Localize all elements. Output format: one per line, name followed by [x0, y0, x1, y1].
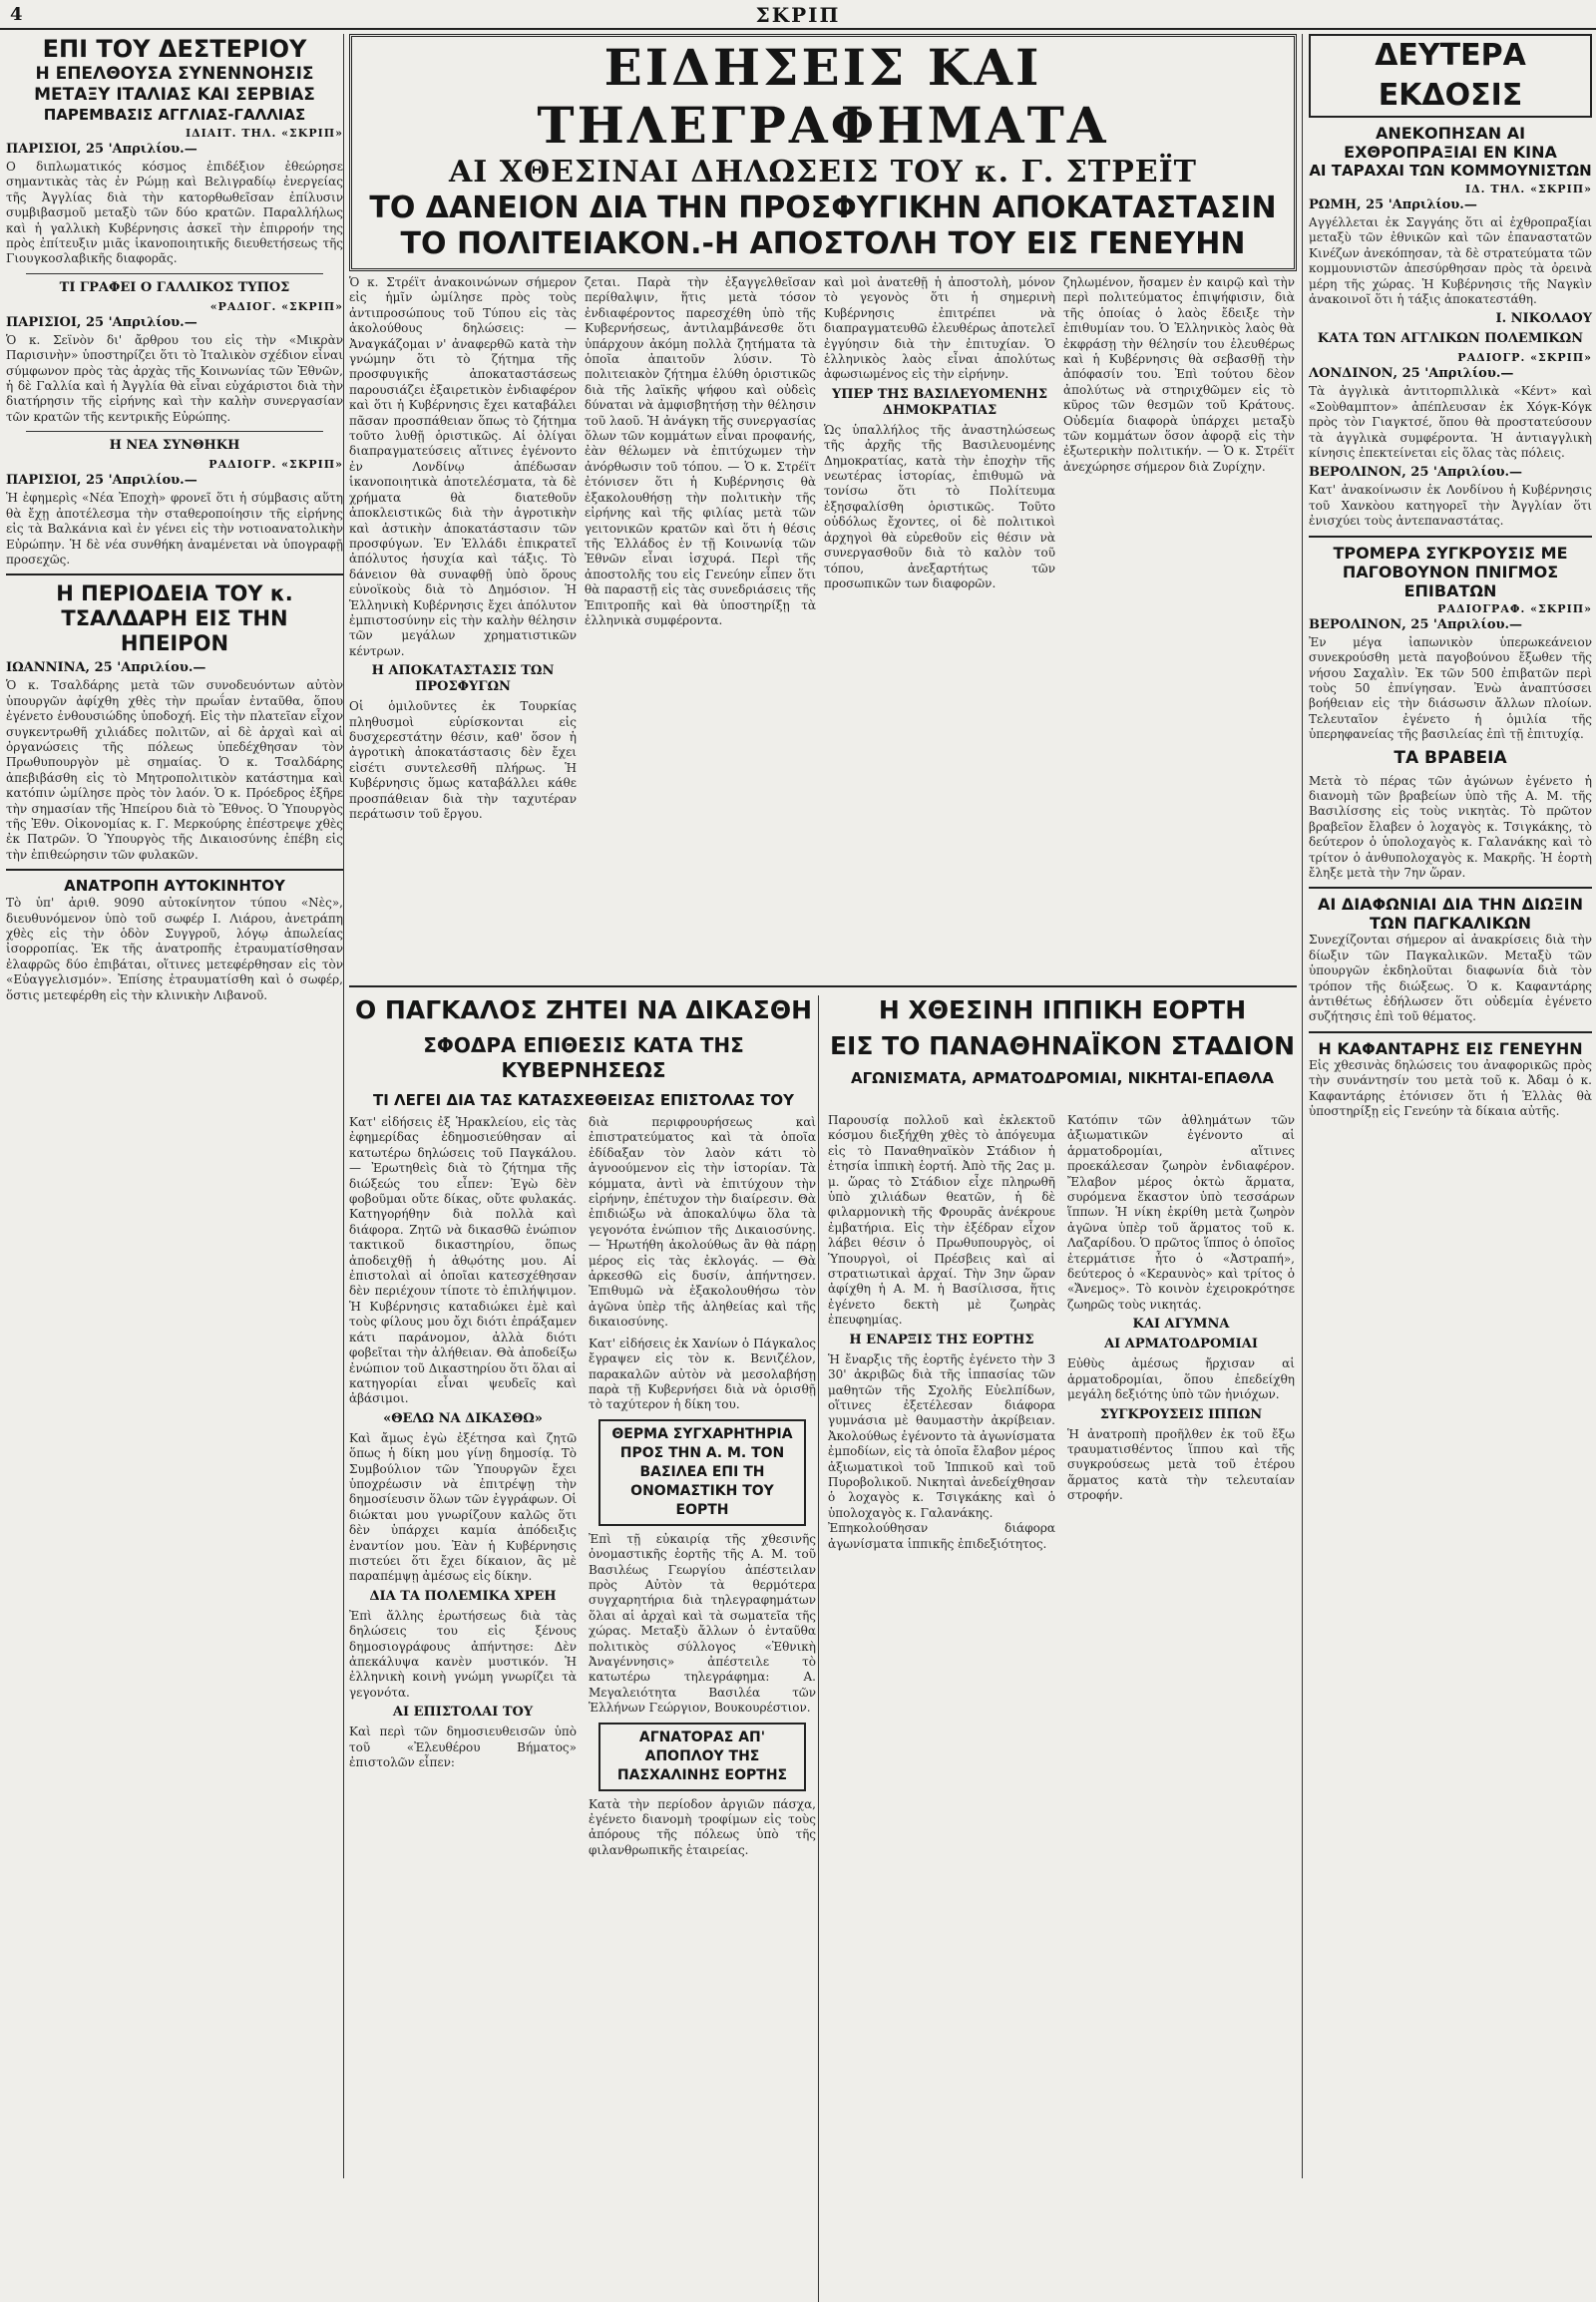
strait-text-a2: Οἱ ὁμιλοῦντες ἐκ Τουρκίας πληθυσμοὶ εὑρίσκονται εἰς δυσχερεστάτην θέσιν, καθ' ὅσον ἡ ἀγροτικὴ ἀποκατάστασις δὲν ἔχει εἰσέτι συντελεσθῆ πλήρως. Ἡ Κυβέρνησις ὅμως καταβάλλει κάθε προσπάθειαν διὰ τὴν ταχυτέραν περάτωσιν τοῦ ἔργου.	[349, 699, 581, 821]
left-text-4: Ὁ κ. Τσαλδάρης μετὰ τῶν συνοδευόντων αὐτὸν ὑπουργῶν ἀφίχθη χθὲς τὴν πρωΐαν ἐνταῦθα, ὅπου ἐγένετο ἐνθουσιώδης ὑποδοχή. Εἰς τὴν πλατεῖαν εἶχον συγκεντρωθῆ χιλιάδες πολιτῶν, αἱ δὲ ἀρχαὶ καὶ αἱ ὀργανώσεις τῆς πόλεως ὑπεδέχθησαν τὸν Πρωθυπουργὸν μὲ σημαίας. Ὁ κ. Τσαλδάρης ἀπεβιβάσθη εἰς τὸ Μητροπολιτικὸν κατάστημα καὶ κατόπιν ὡμίλησε πρὸς τὸν λαόν. Ὁ κ. Πρόεδρος ἐξῆρε τὴν σημασίαν τῆς Ἠπείρου διὰ τὸ Ἔθνος. Ὁ Ὑπουργὸς τῆς Ἐθν. Οἰκονομίας κ. Γ. Μερκούρης ἐπέστρεψε χθὲς ἐκ Πατρῶν. Ὁ Ὑπουργὸς τῆς Δικαιοσύνης ἐπέβη εἰς τὴν ἐπιθεώρησιν τῶν φυλακῶν.	[6, 678, 347, 862]
panagalos-col-right	[589, 1115, 820, 2302]
strait-text-d: ζηλωμένον, ἤσαμεν ἐν καιρῷ καὶ τὴν περὶ πολιτεύματος ἐπιψήφισιν, διὰ τῆς ὁποίας ὁ λαὸς ἔδειξε τὴν ἐπιθυμίαν του. Ὁ Ἑλληνικὸς λαὸς θὰ ἐκφράσῃ τὴν θέλησίν του ἐλευθέρως καὶ ἡ Κυβέρνησις θὰ σεβασθῇ τὴν ἀπόφασίν του. Ἐπὶ τούτου δὲον ἀπολύτως νὰ στηριχθῶμεν εἰς τὸ κῦρος τῶν θεσμῶν τοῦ Κράτους. Οὐδεμία διαφορὰ ὑπάρχει μεταξὺ τῶν κομμάτων ὅσον ἀφορᾷ εἰς τὴν ἐξωτερικὴν πολιτικήν. — Ὁ κ. Στρέϊτ ἀνεχώρησε σήμερον διὰ Ζυρίχην.	[1063, 275, 1299, 474]
left-sub-1: ΤΙ ΓΡΑΦΕΙ Ο ΓΑΛΛΙΚΟΣ ΤΥΠΟΣ	[59, 279, 290, 295]
main-title: ΕΙΔΗΣΕΙΣ ΚΑΙ ΤΗΛΕΓΡΑΦΗΜΑΤΑ	[537, 38, 1109, 155]
strait-text-b: ζεται. Παρὰ τὴν ἐξαγγελθεῖσαν περίθαλψιν, ἥτις μετὰ τόσον ἐνδιαφέροντος παρεσχέθη ὑπὸ τῆς Κυβερνήσεως, ἀντιλαμβάνεσθε ὅτι ὑπάρχουν ἀκόμη πολλὰ ζητήματα τὰ ὁποῖα ἀπαιτοῦν λύσιν. Τὸ πολιτειακὸν ζήτημα ἐλύθη ὁριστικῶς διὰ τῆς λαϊκῆς ψήφου καὶ οὐδεὶς δύναται νὰ ἀμφισβητήσῃ τὴν θέλησιν τοῦ λαοῦ. Ἡ ἀνάγκη τῆς συνεργασίας ὅλων τῶν κομμάτων εἶναι προφανής, ἐὰν θέλωμεν νὰ ἐπιτύχωμεν τὴν ἀνόρθωσιν τοῦ τόπου. — Ὁ κ. Στρέϊτ ἐτόνισεν ὅτι ἡ Κυβέρνησις θὰ ἐξακολουθήσῃ τὴν πολιτικὴν τῆς εἰρήνης καὶ τῆς φιλίας μετὰ τῶν γειτονικῶν κρατῶν καὶ ὅτι ἡ θέσις τῆς Ἑλλάδος ἐν τῇ Κοινωνίᾳ τῶν Ἐθνῶν εἶναι ἰσχυρά. Περὶ τῆς ἀποστολῆς του εἰς Γενεύην εἶπεν ὅτι θὰ παραστῇ εἰς τὰς συνεδριάσεις τῆς Ἐπιτροπῆς καὶ θὰ ὑποστηρίξῃ τὰ ἑλληνικὰ συμφέροντα.	[585, 275, 820, 627]
hippic-text-l2: Ἡ ἔναρξις τῆς ἑορτῆς ἐγένετο τὴν 3 30' ἀκριβῶς διὰ τῆς ἱππασίας τῶν μαθητῶν τῆς Σχολῆς Εὐελπίδων, οἵτινες ἐξετέλεσαν διάφορα γυμνάσια μὲ θαυμαστὴν ἀκρίβειαν. Ἀκολούθως ἐγένοντο τὰ ἀγωνίσματα ἐμποδίων, εἰς τὰ ὁποῖα ἔλαβον μέρος ἀξιωματικοὶ τοῦ Ἱππικοῦ καὶ τοῦ Πυροβολικοῦ. Νικηταὶ ἀνεδείχθησαν ὁ λοχαγὸς κ. Τσιγκάκης καὶ ὁ ὑπολοχαγὸς κ. Γαλανάκης.	[828, 1351, 1059, 1520]
right-place-1: ΡΩΜΗ, 25 'Απριλίου.—	[1309, 197, 1477, 212]
right-headline-1: ΔΕΥΤΕΡΑ ΕΚΔΟΣΙΣ	[1309, 34, 1592, 118]
strait-text-c2: Ὡς ὑπαλλήλος τῆς ἀναστηλώσεως τῆς ἀρχῆς τῆς Βασιλευομένης Δημοκρατίας, κατὰ τὴν ἐποχὴν τῆς νεωτέρας ἱστορίας, ἐπιθυμῶ νὰ τονίσω ὅτι τὸ Πολίτευμα ἐξησφαλίσθη ὁριστικῶς. Τοῦτο οὐδόλως ἔχοντες, οἱ δὲ πολιτικοὶ ἀρχηγοὶ θὰ εὐρεθοῦν εἰς θέσιν νὰ συνεργασθοῦν διὰ τὸ καλὸν τοῦ τόπου, ἀνεξαρτήτως τῶν προσωπικῶν των διαφορῶν.	[824, 422, 1059, 590]
main-headline-box	[349, 34, 1297, 271]
strait-article	[349, 275, 1297, 985]
right-text-2: Τὰ ἀγγλικὰ ἀντιτορπιλλικὰ «Κέντ» καὶ «Σοὺθαμπτον» ἀπέπλευσαν ἐκ Χόγκ-Κόγκ πρὸς τὸν Γιαγκτσέ, ὅπου θὰ προστατεύσουν τὰ ἀγγλικὰ συμφέροντα. Ἡ ἀντιαγγλικὴ κίνησις ἐπεκτείνεται εἰς ὅλας τὰς πόλεις.	[1309, 384, 1596, 461]
left-dateline-2: «ΡΑΔΙΟΓ. «ΣΚΡΙΠ»	[209, 299, 343, 313]
right-text-4: Ἐν μέγα ἰαπωνικὸν ὑπερωκεάνειον συνεκρούσθη μετὰ παγοβούνου ἔξωθεν τῆς νήσου Σαχαλὶν. Ἐκ τῶν 500 ἐπιβατῶν περὶ τοὺς 50 ἐπνίγησαν. Ἐνὼ ἀναπτύσσει βοήθειαν εἰς τὴν διάσωσιν ἄλλων πλοίων. Τελευταῖον ἐγένετο ἡ ὁμιλία τῆς ὑπερηφανείας τῆς βασιλείας ἐπὶ τῇ ἐπιτυχίᾳ.	[1309, 634, 1596, 742]
hippic-text-l3: Ἐπηκολούθησαν διάφορα ἀγωνίσματα ἱππικῆς ἐπιδεξιότητος.	[828, 1521, 1059, 1551]
king-box-title: ΘΕΡΜΑ ΣΥΓΧΑΡΗΤΗΡΙΑ ΠΡΟΣ ΤΗΝ Α. Μ. ΤΟΝ ΒΑΣΙΛΕΑ ΕΠΙ ΤΗ ΟΝΟΜΑΣΤΙΚΗ ΤΟΥ ΕΟΡΤΗ	[611, 1425, 793, 1518]
hippic-text-r3: Ἡ ἀνατροπὴ προῆλθεν ἐκ τοῦ ἔξω τραυματισθέντος ἵππου καὶ τῆς συγκρούσεως μετὰ τοῦ ἑτέρου ἅρματος κατὰ τὴν τελευταίαν στροφήν.	[1067, 1426, 1299, 1503]
left-dateline-3: ΡΑΔΙΟΓΡ. «ΣΚΡΙΠ»	[208, 458, 343, 472]
left-text-2: Ὁ κ. Σεϊνὸν δι' ἄρθρου του εἰς τὴν «Μικρὰν Παρισινὴν» ὑποστηρίζει ὅτι τὸ Ἰταλικὸν σχέδιον εἶναι σύμφωνον πρὸς τὰς ἀρχὰς τῆς Κοινωνίας τῶν Ἐθνῶν, ἡ δὲ Γαλλία καὶ ἡ Ἀγγλία θὰ εἶναι εὐχάριστοι διὰ τὴν διατήρησιν τῆς εἰρήνης καὶ τὴν καλὴν συνεργασίαν τῶν κρατῶν τῆς κεντρικῆς Εὐρώπης.	[6, 332, 347, 424]
panagalos-text-l4: Καὶ περὶ τῶν δημοσιευθεισῶν ὑπὸ τοῦ «Ἐλευθέρου Βήματος» ἐπιστολῶν εἶπεν:	[349, 1725, 581, 1770]
right-text-5: Μετὰ τὸ πέρας τῶν ἀγώνων ἐγένετο ἡ διανομὴ τῶν βραβείων ὑπὸ τῆς Α. Μ. τῆς Βασιλίσσης εἰς τοὺς νικητὰς. Τὸ πρῶτον βραβεῖον ἔλαβεν ὁ λοχαγὸς κ. Τσιγκάκης, τὸ δεύτερον ὁ ὑπολοχαγὸς κ. Γαλανάκης καὶ τὸ τρίτον ὁ ἀνθυπολοχαγὸς κ. Μακρῆς. Ἡ ἑορτὴ ἔληξε μετὰ τὴν 7ην ὥραν.	[1309, 773, 1596, 880]
right-place-3: ΒΕΡΟΛΙΝΟΝ, 25 'Απριλίου.—	[1309, 465, 1523, 481]
main-line-4: ΤΟ ΠΟΛΙΤΕΙΑΚΟΝ.-Η ΑΠΟΣΤΟΛΗ ΤΟΥ ΕΙΣ ΓΕΝΕΥΗΝ	[400, 226, 1246, 261]
right-text-7: Εἰς χθεσινὰς δηλώσεις του ἀναφορικῶς πρὸς τὴν συνάντησίν του μετὰ τοῦ κ. Ἀδαμ ὁ κ. Καφαντάρης ἐτόνισεν ὅτι ἡ Ἑλλὰς θὰ ὑποστηρίξῃ εἰς Γενεύην τὰ δίκαια αὐτῆς.	[1309, 1057, 1596, 1119]
right-headline-6: Η ΚΑΦΑΝΤΑΡΗΣ ΕΙΣ ΓΕΝΕΥΗΝ	[1318, 1038, 1583, 1058]
panagalos-sub-l3: ΑΙ ΕΠΙΣΤΟΛΑΙ ΤΟΥ	[392, 1705, 534, 1721]
panagalos-title: Ο ΠΑΓΚΑΛΟΣ ΖΗΤΕΙ ΝΑ ΔΙΚΑΣΘΗ	[354, 995, 813, 1024]
right-text-3: Κατ' ἀνακοίνωσιν ἐκ Λονδίνου ἡ Κυβέρνησις τοῦ Χανκὸου κατηγορεῖ τὴν Ἀγγλίαν ὅτι ἐνισχύει τοὺς ἀντεπαναστάτας.	[1309, 483, 1596, 529]
hippic-title: Η ΧΘΕΣΙΝΗ ΙΠΠΙΚΗ ΕΟΡΤΗ	[878, 995, 1247, 1024]
center-area	[349, 34, 1297, 2302]
left-headline-2: Η ΕΠΕΛΘΟΥΣΑ ΣΥΝΕΝΝΟΗΣΙΣ ΜΕΤΑΞΥ ΙΤΑΛΙΑΣ ΚΑΙ ΣΕΡΒΙΑΣ	[34, 64, 315, 105]
right-headline-4: ΤΡΟΜΕΡΑ ΣΥΓΚΡΟΥΣΙΣ ΜΕ ΠΑΓΟΒΟΥΝΟΝ ΠΝΙΓΜΟΣ ΕΠΙΒΑΤΩΝ	[1333, 543, 1568, 600]
left-column	[6, 34, 347, 2178]
right-column	[1302, 34, 1596, 2178]
right-headline-3: ΑΙ ΤΑΡΑΧΑΙ ΤΩΝ ΚΟΜΜΟΥΝΙΣΤΩΝ	[1309, 162, 1592, 180]
easter-box-title: ΑΓΝΑΤΟΡΑΣ ΑΠ' ΑΠΟΠΛΟΥ ΤΗΣ ΠΑΣΧΑΛΙΝΗΣ ΕΟΡΤΗΣ	[616, 1728, 788, 1783]
left-text-3: Ἡ ἐφημερὶς «Νέα Ἐποχὴ» φρονεῖ ὅτι ἡ σύμβασις αὕτη θὰ ἔχῃ ἀποτέλεσμα τὴν σταθεροποίησιν τῆς εἰρήνης εἰς τὰ Βαλκάνια καὶ ἐν γένει εἰς τὴν νοτιοανατολικὴν Εὐρώπην. Ἡ δὲ νέα συνθήκη ἀναμένεται νὰ ὑπογραφῇ προσεχῶς.	[6, 491, 347, 567]
left-headline-3: ΠΑΡΕΜΒΑΣΙΣ ΑΓΓΛΙΑΣ-ΓΑΛΛΙΑΣ	[43, 106, 306, 124]
panagalos-text-l: Κατ' εἰδήσεις ἐξ Ἡρακλείου, εἰς τὰς ἐφημερίδας ἐδημοσιεύθησαν αἱ κατωτέρω δηλώσεις τοῦ Παγκάλου. — Ἐρωτηθεὶς διὰ τὸ ζήτημα τῆς διώξεώς του εἶπεν: Ἐγὼ δὲν φοβοῦμαι οὔτε δίκας, οὔτε φυλακάς. Κατηγορήθην διὰ πολλὰ καὶ διάφορα. Ζητῶ νὰ δικασθῶ ἐνώπιον τακτικοῦ δικαστηρίου, ὅπως ἀποδειχθῇ ἡ ἀθῳότης μου. Αἱ ἐπιστολαὶ αἱ ὁποῖαι κατεσχέθησαν δὲν περιέχουν τίποτε τὸ ἐπιλήψιμον. Ἡ Κυβέρνησις καταδιώκει ἐμὲ καὶ τοὺς φίλους μου ὄχι διότι ἐπράξαμεν κάτι παράνομον, ἀλλὰ διότι φοβεῖται τὴν ἀλήθειαν. Θὰ ἀποδείξω ἐνώπιον τοῦ Δικαστηρίου ὅτι ὅλαι αἱ κατηγορίαι εἶναι ψευδεῖς καὶ ἀβάσιμοι.	[349, 1115, 581, 1406]
panagalos-subtitle: ΣΦΟΔΡΑ ΕΠΙΘΕΣΙΣ ΚΑΤΑ ΤΗΣ ΚΥΒΕΡΝΗΣΕΩΣ	[423, 1033, 744, 1082]
right-text-1: Αγγέλλεται ἐκ Σαγγάης ὅτι αἱ ἐχθροπραξίαι μεταξὺ τῶν ἐθνικῶν καὶ τῶν ἐπαναστατῶν Κινέζων ἀνεκόπησαν, τὰ δὲ στρατεύματα τῶν κομμουνιστῶν ἀπεσύρθησαν πρὸς τὰ ὀρεινὰ μέρη τῆς χώρας. Ἡ Κυβέρνησις τῆς Ναγκὶν ἀνακοινοῖ ὅτι ἡ τάξις ἀποκατεστάθη.	[1309, 215, 1596, 307]
panagalos-text-l2: Καὶ ἄμως ἐγὼ ἐξέτησα καὶ ζητῶ ὅπως ἡ δίκη μου γίνῃ δημοσίᾳ. Τὸ Συμβούλιον τῶν Ὑπουργῶν ἔχει ὑποχρέωσιν νὰ ἐπιτρέψῃ τὴν δημοσίευσιν ὅλων τῶν ἐγγράφων. Οἱ διώκται μου γνωρίζουν καλῶς ὅτι δὲν ὑπάρχει καμία ἀπόδειξις ἐναντίον μου. Ἐὰν ἡ Κυβέρνησις πιστεύει ὅτι ἔχει δίκαιον, ἂς μὲ παραπέμψῃ ἀμέσως εἰς δίκην.	[349, 1430, 581, 1584]
hippic-line-3: ΑΓΩΝΙΣΜΑΤΑ, ΑΡΜΑΤΟΔΡΟΜΙΑΙ, ΝΙΚΗΤΑΙ-ΕΠΑΘΛΑ	[850, 1069, 1275, 1087]
left-text-1: Ο διπλωματικός κόσμος ἐπιδέξιον ἐθεώρησε σημαντικὰς τὰς ἐν Ρώμῃ καὶ Βελιγραδίῳ ἐνεργείας τῆς Ἀγγλίας διὰ τὴν κατορθωθεῖσαν ἐπίλυσιν συμβιβασμοῦ μεταξὺ τῶν δύο κρατῶν. Παραλλήλως καὶ ἡ γαλλικὴ Κυβέρνησις ἀσκεῖ τὴν ἐπιρροήν της πρὸς ἐπίτευξιν μιᾶς ἱκανοποιητικῆς διευθετήσεως τῆς Γιουγκοσλαβικῆς διαφορᾶς.	[6, 160, 347, 266]
left-text-5: Τὸ ὑπ' ἀριθ. 9090 αὐτοκίνητον τύπου «Νὲς», διευθυνόμενον ὑπὸ τοῦ σωφέρ Ι. Λιάρου, ἀνετράπη χθὲς εἰς τὴν ὁδὸν Συγγροῦ, λόγῳ ἀπωλείας ἰσορροπίας. Ἐκ τῆς ἀνατροπῆς ἐτραυματίσθησαν ἐλαφρῶς δύο ἐπιβάται, οἵτινες μετεφέρθησαν εἰς τὸν «Εὐαγγελισμόν». Ἐπίσης ἐτραυματίσθη καὶ ὁ σωφέρ, ὅστις μετεφέρθη εἰς τὴν κλινικὴν Λιβανοῦ.	[6, 896, 347, 1002]
easter-box	[598, 1723, 806, 1791]
left-place-3: ΠΑΡΙΣΙΟΙ, 25 'Απριλίου.—	[6, 473, 198, 489]
hippic-col-left	[828, 1113, 1059, 2302]
panagalos-text-l3: Ἐπὶ ἄλλης ἐρωτήσεως διὰ τὰς δηλώσεις του εἰς ξένους δημοσιογράφους ἀπήντησε: Δὲν ἀπεκάλυψα κανὲν μυστικόν. Ἡ ἐλληνικὴ κοινὴ γνώμη γνωρίζει τὰ γεγονότα.	[349, 1608, 581, 1700]
left-headline-1: ΕΠΙ ΤΟΥ ΔΕΣΤΕΡΙΟΥ	[42, 35, 307, 63]
right-headline-2: ΑΝΕΚΟΠΗΣΑΝ ΑΙ ΕΧΘΡΟΠΡΑΞΙΑΙ ΕΝ ΚΙΝΑ	[1344, 124, 1557, 162]
main-line-3: ΤΟ ΔΑΝΕΙΟΝ ΔΙΑ ΤΗΝ ΠΡΟΣΦΥΓΙΚΗΝ ΑΠΟΚΑΤΑΣΤΑΣΙΝ	[369, 191, 1277, 225]
left-sub-3: ΑΝΑΤΡΟΠΗ ΑΥΤΟΚΙΝΗΤΟΥ	[64, 877, 285, 896]
right-sub-1: ΚΑΤΑ ΤΩΝ ΑΓΓΛΙΚΩΝ ΠΟΛΕΜΙΚΩΝ	[1317, 331, 1584, 347]
hippic-sub-l: Η ΕΝΑΡΞΙΣ ΤΗΣ ΕΟΡΤΗΣ	[849, 1332, 1034, 1347]
page-number: 4	[10, 4, 23, 25]
left-place-4: ΙΩΑΝΝΙΝΑ, 25 'Απριλίου.—	[6, 660, 206, 676]
left-headline-4: Η ΠΕΡΙΟΔΕΙΑ ΤΟΥ κ. ΤΣΑΛΔΑΡΗ ΕΙΣ ΤΗΝ ΗΠΕΙΡΟΝ	[56, 581, 293, 656]
masthead	[0, 0, 1596, 30]
main-subtitle: ΑΙ ΧΘΕΣΙΝΑΙ ΔΗΛΩΣΕΙΣ ΤΟΥ κ. Γ. ΣΤΡΕΪΤ	[448, 155, 1197, 190]
hippic-text-r2: Εὐθὺς ἀμέσως ἤρχισαν αἱ ἁρματοδρομίαι, ὅπου ἐπεδείχθη μεγάλη δεξιότης ὑπὸ τῶν ἡνιόχων.	[1067, 1356, 1299, 1402]
left-place-1: ΠΑΡΙΣΙΟΙ, 25 'Απριλίου.—	[6, 142, 198, 157]
hippic-article	[828, 995, 1297, 2302]
right-dateline-2: ΡΑΔΙΟΓΡ. «ΣΚΡΙΠ»	[1457, 351, 1592, 365]
strait-sub-a: Η ΑΠΟΚΑΤΑΣΤΑΣΙΣ ΤΩΝ ΠΡΟΣΦΥΓΩΝ	[371, 663, 555, 695]
right-text-6: Συνεχίζονται σήμερον αἱ ἀνακρίσεις διὰ τὴν δίωξιν τῶν Παγκαλικῶν. Μεταξὺ τῶν ὑπουργῶν ἐκδηλοῦται διαφωνία διὰ τὸν τρόπον τῆς διώξεως. Ὁ κ. Καφαντάρης ἀντιθέτως ἐδήλωσεν ὅτι οὐδεμία ἐγένετο συζήτησις ἐπὶ τοῦ θέματος.	[1309, 933, 1596, 1024]
left-dateline-1: ΙΔΙΑΙΤ. ΤΗΛ. «ΣΚΡΙΠ»	[185, 127, 343, 140]
left-sub-2: Η ΝΕΑ ΣΥΝΘΗΚΗ	[109, 438, 240, 454]
panagalos-sub-l2: ΔΙΑ ΤΑ ΠΟΛΕΜΙΚΑ ΧΡΕΗ	[369, 1588, 557, 1604]
strait-col-c	[824, 275, 1059, 985]
right-place-2: ΛΟΝΔΙΝΟΝ, 25 'Απριλίου.—	[1309, 366, 1514, 382]
panagalos-sub-l: «ΘΕΛΩ ΝΑ ΔΙΚΑΣΘΩ»	[383, 1410, 543, 1426]
hippic-sub-r3: ΣΥΓΚΡΟΥΣΕΙΣ ΙΠΠΩΝ	[1099, 1406, 1263, 1422]
panagalos-article	[349, 995, 819, 2302]
hippic-text-r: Κατόπιν τῶν ἀθλημάτων τῶν ἀξιωματικῶν ἐγένοντο αἱ ἁρματοδρομίαι, αἵτινες προεκάλεσαν ζωηρὸν ἐνδιαφέρον. Ἔλαβον μέρος ὀκτὼ ἅρματα, συρόμενα ἕκαστον ὑπὸ τεσσάρων ἵππων. Ἡ νίκη ἐκρίθη μετὰ ζωηρὸν ἀγῶνα ὑπὲρ τοῦ ἅρματος τοῦ κ. Λαζαρίδου. Ὁ πρῶτος ἵππος ὁ ὁποῖος ἐτερμάτισε ἦτο ὁ «Ἀστραπή», δεύτερος ὁ «Κεραυνὸς» καὶ τρίτος ὁ «Ἄνεμος». Τὸ κοινὸν ἐχειροκρότησε ζωηρῶς τοὺς νικητάς.	[1067, 1113, 1299, 1312]
left-place-2: ΠΑΡΙΣΙΟΙ, 25 'Απριλίου.—	[6, 314, 198, 330]
lower-articles	[349, 995, 1297, 2302]
panagalos-text-r3: Ἐπὶ τῇ εὐκαιρίᾳ τῆς χθεσινῆς ὀνομαστικῆς ἑορτῆς τῆς Α. Μ. τοῦ Βασιλέως Γεωργίου ἀπέστειλαν πρὸς Αὐτὸν τὰ θερμότερα συγχαρητήρια διὰ τηλεγραφημάτων ὅλαι αἱ ἀρχαὶ καὶ τὰ σωματεῖα τῆς χώρας. Μεταξὺ ἄλλων ὁ ἐνταῦθα πολιτικὸς σύλλογος «Ἐθνικὴ Ἀναγέννησις» ἀπέστειλε τὸ κατωτέρω τηλεγράφημα: Α. Μεγαλειότητα Βασιλέα τῶν Ἑλλήνων Γεώργιον, Βουκουρέστιον.	[589, 1531, 820, 1716]
hippic-text-l: Παρουσίᾳ πολλοῦ καὶ ἐκλεκτοῦ κόσμου διεξήχθη χθὲς τὸ ἀπόγευμα εἰς τὸ Παναθηναϊκὸν Στάδιον ἡ ἐτησία ἱππικὴ ἑορτή. Ἀπὸ τῆς 2ας μ. μ. ὥρας τὸ Στάδιον εἶχε πληρωθῆ ὑπὸ χιλιάδων θεατῶν, ἡ δὲ φιλαρμονικὴ τῆς Φρουρᾶς ἀνέκρουε ἐμβατήρια. Εἰς τὴν ἐξέδραν εἶχον λάβει θέσιν ὁ Πρωθυπουργὸς, οἱ Ὑπουργοὶ, οἱ Πρέσβεις καὶ αἱ στρατιωτικαὶ ἀρχαί. Τὴν 3ην ὥραν ἀφίχθη ἡ Α. Μ. ἡ Βασίλισσα, ἥτις ἐγένετο δεκτὴ μὲ ζωηρὰς ἐπευφημίας.	[828, 1113, 1059, 1328]
strait-col-d	[1063, 275, 1299, 985]
strait-sub-c: ΥΠΕΡ ΤΗΣ ΒΑΣΙΛΕΥΟΜΕΝΗΣ ΔΗΜΟΚΡΑΤΙΑΣ	[831, 386, 1048, 418]
strait-text-c: καὶ μοὶ ἀνατεθῇ ἡ ἀποστολὴ, μόνον τὸ γεγονὸς ὅτι ἡ σημερινὴ Κυβέρνησις ἐπιτρέπει νὰ διαπραγματευθῶ ἐλευθέρως ἀποτελεῖ ἐγγύησιν διὰ τὴν ἐπιτυχίαν. Ὁ ἑλληνικὸς λαὸς εἶναι ἀπολύτως ἀφωσιωμένος εἰς τὴν εἰρήνην.	[824, 275, 1059, 382]
paper-name: ΣΚΡΙΠ	[755, 3, 841, 27]
king-box	[598, 1419, 806, 1526]
strait-col-a	[349, 275, 581, 985]
right-dateline-3: ΡΑΔΙΟΓΡΑΦ. «ΣΚΡΙΠ»	[1437, 601, 1592, 615]
right-place-4: ΒΕΡΟΛΙΝΟΝ, 25 'Απριλίου.—	[1309, 616, 1523, 632]
panagalos-text-r: διὰ περιφρουρήσεως καὶ ἐπιστρατεύματος καὶ τὰ ὁποῖα ἐδίδαξαν τὸν λαὸν κάτι τὸ ἀγνοούμενον εἰς τὴν ἱστορίαν. Τὰ κόμματα, ἀντὶ νὰ ἐπιτύχουν τὴν εἰρήνην, ἐπέτυχον τὴν διαίρεσιν. Θὰ ἐπιδιώξω νὰ ἀποκαλύψω ὅλα τὰ γεγονότα ἐνώπιον τῆς Δικαιοσύνης. — Ἠρωτήθη ἀκολούθως ἂν θὰ πάρῃ μέρος εἰς τὰς ἐκλογάς. — Θὰ ἀρκεσθῶ εἰς δυσίν, ἀπήντησεν. Ἐπιθυμῶ νὰ ἐξακολουθήσω τὸν ἀγῶνα ὑπὲρ τῆς ἀληθείας καὶ τῆς δικαιοσύνης.	[589, 1115, 820, 1330]
right-sub-2: ΤΑ ΒΡΑΒΕΙΑ	[1394, 747, 1507, 768]
strait-text-a: Ὁ κ. Στρέϊτ ἀνακοινώνων σήμερον εἰς ἡμῖν ὠμίλησε πρὸς τοὺς ἀντιπροσώπους τοῦ Τύπου εἰς τὰς ἀκολούθους δηλώσεις: — Ἀναγκάζομαι ν' ἀναφερθῶ κατὰ τὴν γνώμην ὅτι τὸ ζήτημα τῆς προσφυγικῆς ἀποκαταστάσεως παρουσιάζει ἐξαιρετικὸν ἐνδιαφέρον καὶ ὅτι ἡ Κυβέρνησις ἔχει καταβάλει πᾶσαν προσπάθειαν ὅπως τὸ ζήτημα τοῦτο λυθῇ ὁριστικῶς. Αἱ ὀλίγαι διαπραγματεύσεις αἵτινες ἐγένοντο ἐν Λονδίνῳ ἀπέδωσαν ἱκανοποιητικὰ ἀποτελέσματα, τὰ δὲ χρήματα θὰ διατεθοῦν ἀποκλειστικῶς διὰ τὴν ἀγροτικὴν καὶ ἀστικὴν ἀποκατάστασιν τῶν προσφύγων. Ἐν Ἑλλάδι ἐπικρατεῖ ἀπόλυτος ἡσυχία καὶ τάξις. Τὸ δάνειον θὰ συναφθῇ ὑπὸ ὅρους εὐνοϊκοὺς διὰ τὸ Δημόσιον. Ἡ Ἑλληνικὴ Κυβέρνησις ἔχει ἀπόλυτον ἐμπιστοσύνην εἰς τὴν καλὴν θέλησιν τῶν μεγάλων χρηματιστικῶν κέντρων.	[349, 275, 581, 658]
right-dateline-1: ΙΔ. ΤΗΛ. «ΣΚΡΙΠ»	[1464, 183, 1592, 195]
hippic-subtitle: ΕΙΣ ΤΟ ΠΑΝΑΘΗΝΑΪΚΟΝ ΣΤΑΔΙΟΝ	[829, 1031, 1295, 1060]
panagalos-line-3: ΤΙ ΛΕΓΕΙ ΔΙΑ ΤΑΣ ΚΑΤΑΣΧΕΘΕΙΣΑΣ ΕΠΙΣΤΟΛΑΣ ΤΟΥ	[372, 1091, 794, 1109]
hippic-sub-r2: ΑΙ ΑΡΜΑΤΟΔΡΟΜΙΑΙ	[1104, 1337, 1258, 1352]
hippic-sub-r: ΚΑΙ ΑΓΥΜΝΑ	[1132, 1317, 1230, 1333]
right-headline-5: ΑΙ ΔΙΑΦΩΝΙΑΙ ΔΙΑ ΤΗΝ ΔΙΩΞΙΝ ΤΩΝ ΠΑΓΚΑΛΙΚΩΝ	[1317, 895, 1584, 934]
hippic-col-right	[1067, 1113, 1299, 2302]
right-signature: Ι. ΝΙΚΟΛΑΟΥ	[1495, 311, 1592, 327]
panagalos-text-r4: Κατὰ τὴν περίοδον ἀργιῶν πάσχα, ἐγένετο διανομὴ τροφίμων εἰς τοὺς ἀπόρους τῆς πόλεως ὑπὸ τῆς φιλανθρωπικῆς ἑταιρείας.	[589, 1796, 820, 1857]
panagalos-col-left	[349, 1115, 581, 2302]
panagalos-text-r2: Κατ' εἰδήσεις ἐκ Χανίων ὁ Πάγκαλος ἔγραψεν εἰς τὸν κ. Βενιζέλον, παρακαλῶν αὐτὸν νὰ μεσολαβήσῃ παρὰ τῇ Κυβερνήσει διὰ νὰ ὁρισθῇ τὸ ταχύτερον ἡ δίκη του.	[589, 1336, 820, 1412]
strait-col-b	[585, 275, 820, 985]
